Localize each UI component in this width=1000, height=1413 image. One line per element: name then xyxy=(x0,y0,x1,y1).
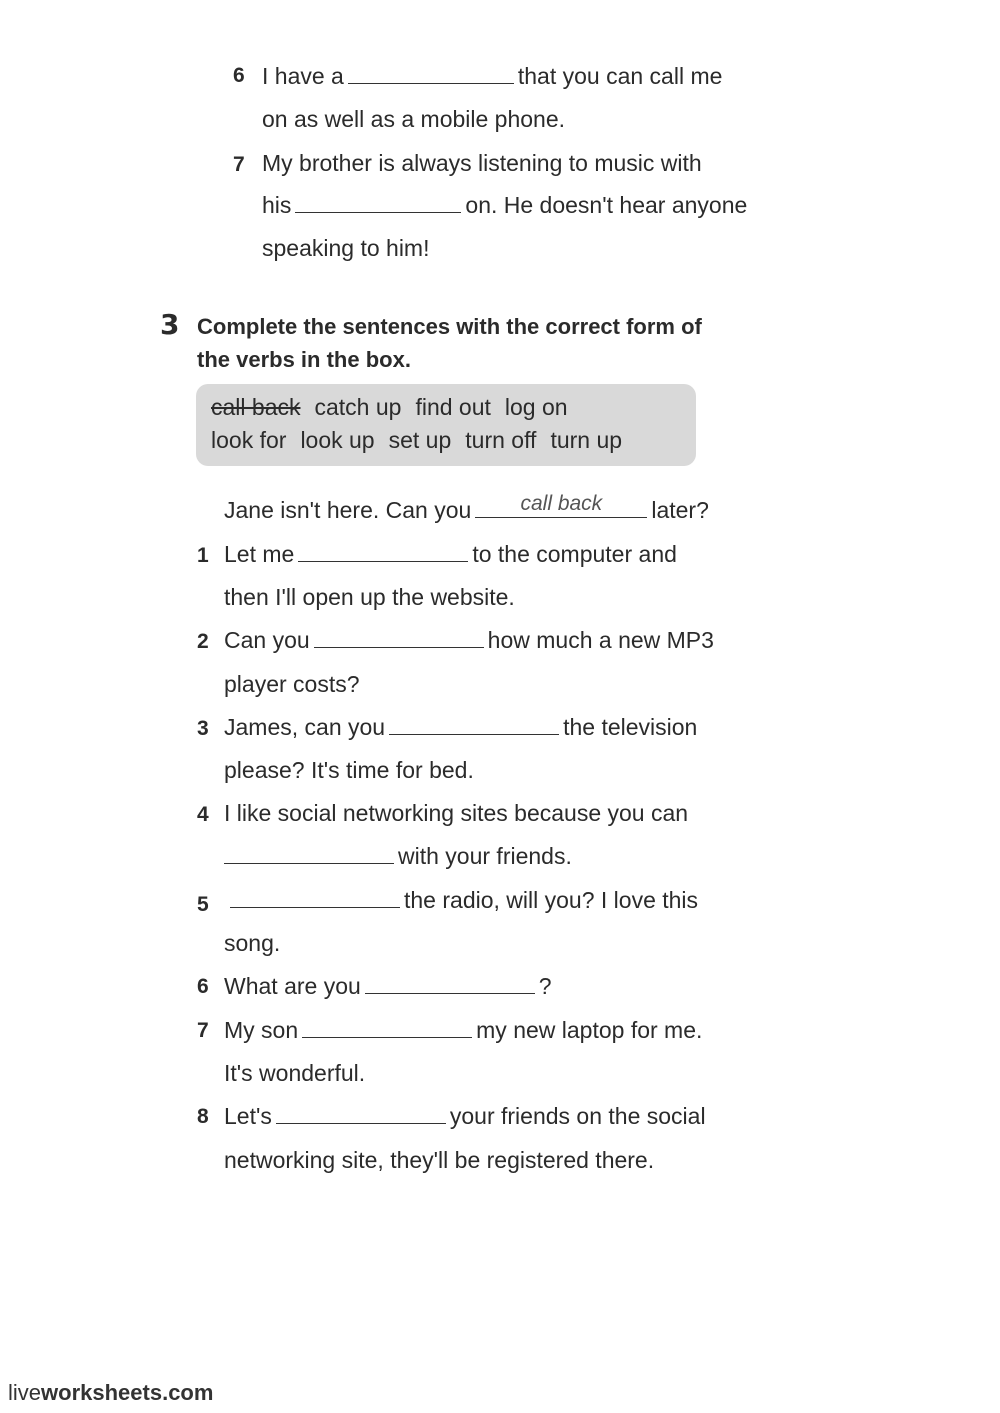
sentence-line: with your friends. xyxy=(220,841,572,871)
example-blank xyxy=(475,492,647,518)
word-box xyxy=(196,384,696,466)
item-number: 3 xyxy=(197,717,209,740)
exercise-number: 3 xyxy=(160,308,180,341)
sentence-line: James, can you the television xyxy=(224,714,698,740)
answer-blank[interactable] xyxy=(224,843,394,864)
liveworksheets-logo[interactable]: liveworksheets.com xyxy=(8,1380,214,1405)
exercise-instruction: Complete the sentences with the correct form of the verbs in the box. xyxy=(197,314,702,372)
answer-blank[interactable] xyxy=(348,63,514,84)
word: log on xyxy=(504,394,568,420)
sentence-line: Let's your friends on the social xyxy=(224,1103,706,1129)
answer-blank[interactable] xyxy=(389,714,559,735)
word: catch up xyxy=(314,394,402,420)
sentence-line: his on. He doesn't hear anyone xyxy=(262,192,748,218)
word: turn off xyxy=(465,427,537,453)
example-sentence: Jane isn't here. Can you call back later? xyxy=(224,492,709,523)
sentence-line: It's wonderful. xyxy=(224,1060,366,1086)
item-number: 5 xyxy=(197,893,209,916)
answer-blank[interactable] xyxy=(276,1103,446,1124)
sentence-line: Let me to the computer and xyxy=(224,541,677,567)
sentence-line: networking site, they'll be registered there. xyxy=(224,1147,655,1173)
item-number: 7 xyxy=(197,1019,209,1042)
word: look up xyxy=(300,427,375,453)
sentence-line: the radio, will you? I love this xyxy=(226,885,698,915)
sentence-line: I have a that you can call me xyxy=(262,63,723,89)
sentence-line: song. xyxy=(224,930,281,956)
sentence-line: What are you ? xyxy=(224,973,552,999)
sentence-line: player costs? xyxy=(224,671,360,697)
answer-blank[interactable] xyxy=(365,973,535,994)
item-number: 6 xyxy=(197,975,209,998)
word-box-row xyxy=(211,392,582,422)
sentence-line: My brother is always listening to music with xyxy=(262,150,702,176)
item-number: 1 xyxy=(197,544,209,567)
sentence-line: please? It's time for bed. xyxy=(224,757,474,783)
answer-blank[interactable] xyxy=(298,541,468,562)
item-number: 6 xyxy=(233,64,245,87)
item-number: 7 xyxy=(233,153,245,176)
sentence-line: speaking to him! xyxy=(262,235,430,261)
word: set up xyxy=(388,427,452,453)
answer-blank[interactable] xyxy=(314,627,484,648)
word-box-row xyxy=(211,425,636,455)
item-number: 4 xyxy=(197,803,209,826)
sentence-line: My son my new laptop for me. xyxy=(224,1017,703,1043)
word: turn up xyxy=(550,427,623,453)
sentence-line: I like social networking sites because you can xyxy=(224,800,689,826)
answer-blank[interactable] xyxy=(230,887,400,908)
item-number: 2 xyxy=(197,630,209,653)
word: look for xyxy=(211,427,287,453)
sentence-line: Can you how much a new MP3 xyxy=(224,627,714,653)
word-used: call back xyxy=(211,394,301,420)
example-answer: call back xyxy=(520,492,603,515)
answer-blank[interactable] xyxy=(295,192,461,213)
sentence-line: then I'll open up the website. xyxy=(224,584,515,610)
sentence-line: on as well as a mobile phone. xyxy=(262,106,566,132)
answer-blank[interactable] xyxy=(302,1017,472,1038)
word: find out xyxy=(415,394,491,420)
item-number: 8 xyxy=(197,1105,209,1128)
